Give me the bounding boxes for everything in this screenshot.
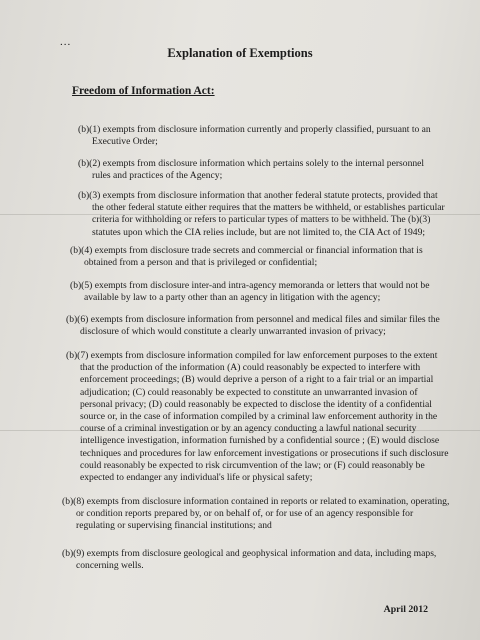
exemption-b4: (b)(4) exempts from disclosure trade secrets and commercial or financial information that is obtained from a person and that is privileged or confidential; <box>70 245 423 269</box>
section-heading: Freedom of Information Act: <box>72 85 215 97</box>
exemption-b2: (b)(2) exempts from disclosure information which pertains solely to the internal personnel rules and practices of the Agency; <box>78 158 425 182</box>
document-title: Explanation of Exemptions <box>167 46 313 60</box>
exemption-b5: (b)(5) exempts from disclosure inter-and intra-agency memoranda or letters that would not be available by law to a party other than an agency in litigation with the agency; <box>70 280 430 304</box>
exemption-b1: (b)(1) exempts from disclosure information currently and properly classified, pursuant to an Executive Order; <box>78 124 431 148</box>
exemption-b3: (b)(3) exempts from disclosure information that another federal statute protects, provided that the other federal statute either requires that the matters be withheld, or establishes particular criteria for withholding or refers to particular types of matters to be withheld. The (b)(3) statutes upon which the CIA relies include, but are not limited to, the CIA Act of 1949; <box>78 190 445 238</box>
page-marker: ... <box>60 36 72 48</box>
exemption-b6: (b)(6) exempts from disclosure information from personnel and medical files and similar files the disclosure of which would constitute a clearly unwarranted invasion of privacy; <box>66 314 440 338</box>
exemption-b7: (b)(7) exempts from disclosure information compiled for law enforcement purposes to the extent that the production of the information (A) could reasonably be expected to interfere with enforcement proceedings; (B) would deprive a person of a right to a fair trial or an impartial adjudication; (C) could reasonably be expected to constitute an unwarranted invasion of personal privacy; (D) could reasonably be expected to disclose the identity of a confidential source or, in the case of information compiled by a criminal law enforcement authority in the course of a criminal investigation or by an agency conducting a lawful national security intelligence investigation, information furnished by a confidential source ; (E) would disclose techniques and procedures for law enforcement investigations or prosecutions if such disclosure could reasonably be expected to risk circumvention of the law; or (F) could reasonably be expected to endanger any individual's life or physical safety; <box>66 350 449 484</box>
document-date: April 2012 <box>383 604 428 615</box>
exemption-b8: (b)(8) exempts from disclosure information contained in reports or related to examination, operating, or condition reports prepared by, or on behalf of, or for use of an agency responsible for regulating or supervising financial institutions; and <box>62 496 450 532</box>
exemption-b9: (b)(9) exempts from disclosure geological and geophysical information and data, including maps, concerning wells. <box>62 548 437 572</box>
